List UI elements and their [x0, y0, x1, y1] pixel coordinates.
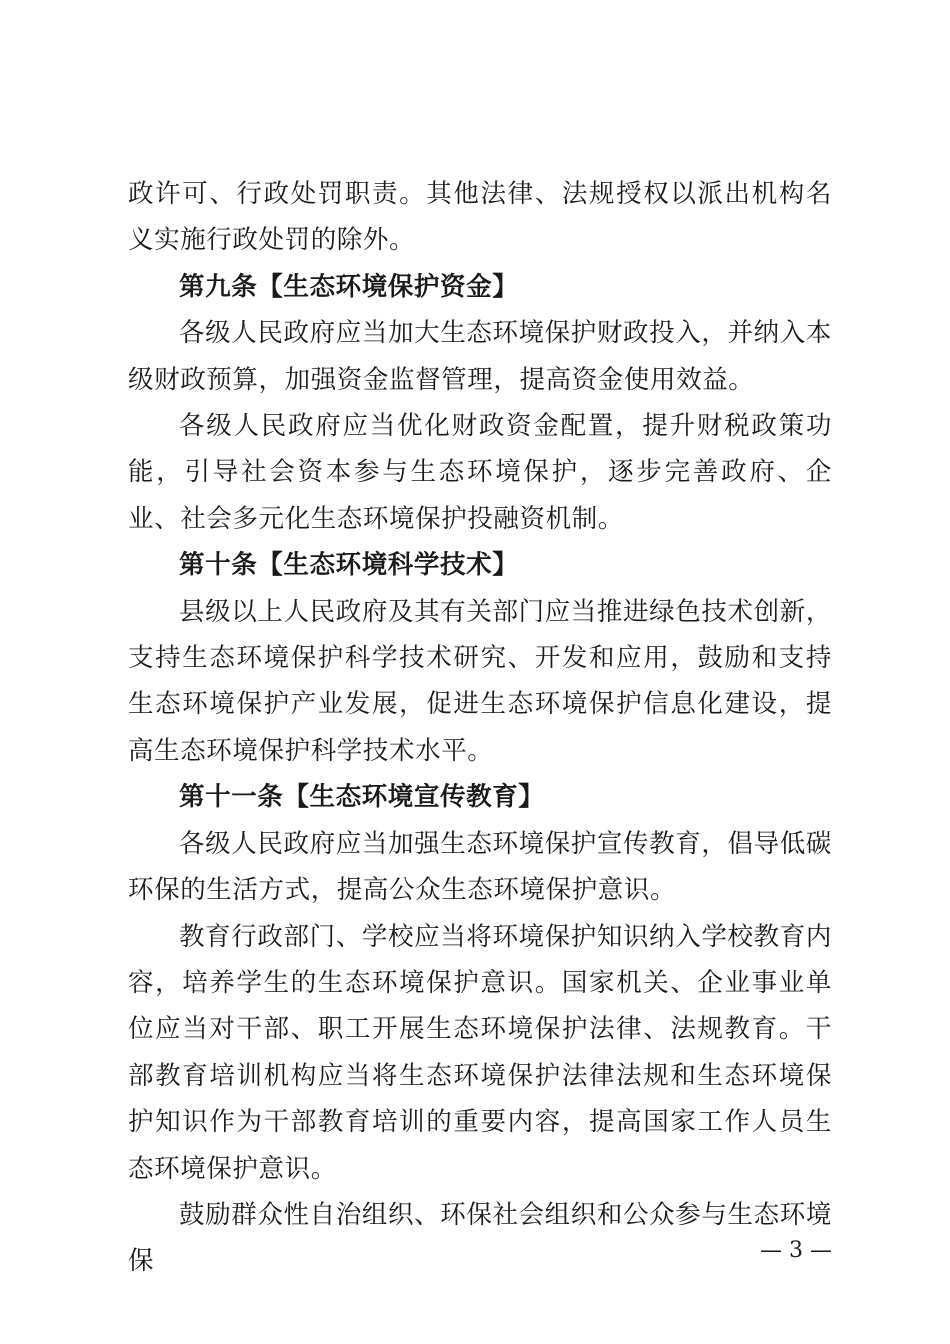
- paragraph-continuation: 政许可、行政处罚职责。其他法律、法规授权以派出机构名义实施行政处罚的除外。: [128, 179, 832, 256]
- article-11-paragraph-1: 各级人民政府应当加强生态环境保护宣传教育，倡导低碳环保的生活方式，提高公众生态环境保护意识。: [128, 828, 832, 906]
- article-10-paragraph-1: 县级以上人民政府及其有关部门应当推进绿色技术创新，支持生态环境保护科学技术研究、开发和应用，鼓励和支持生态环境保护产业发展，促进生态环境保护信息化建设，提高生态环境保护科学技术水平。: [128, 596, 832, 766]
- article-11-heading: 第十一条【生态环境宣传教育】: [179, 782, 545, 813]
- article-9-heading: 第九条【生态环境保护资金】: [179, 271, 519, 302]
- article-10-heading: 第十条【生态环境科学技术】: [179, 550, 519, 581]
- article-11-paragraph-3: 鼓励群众性自治组织、环保社会组织和公众参与生态环境保: [128, 1199, 832, 1277]
- document-body: [128, 171, 832, 1285]
- article-9-paragraph-2: 各级人民政府应当优化财政资金配置，提升财税政策功能，引导社会资本参与生态环境保护，逐步完善政府、企业、社会多元化生态环境保护投融资机制。: [128, 411, 832, 534]
- article-11-paragraph-2: 教育行政部门、学校应当将环境保护知识纳入学校教育内容，培养学生的生态环境保护意识。国家机关、企业事业单位应当对干部、职工开展生态环境保护法律、法规教育。干部教育培训机构应当将生态环境保护法律法规和生态环境保护知识作为干部教育培训的重要内容，提高国家工作人员生态环境保护意识。: [128, 921, 832, 1184]
- page-number: — 3 —: [760, 1238, 832, 1263]
- article-9-paragraph-1: 各级人民政府应当加大生态环境保护财政投入，并纳入本级财政预算，加强资金监督管理，提高资金使用效益。: [128, 318, 832, 395]
